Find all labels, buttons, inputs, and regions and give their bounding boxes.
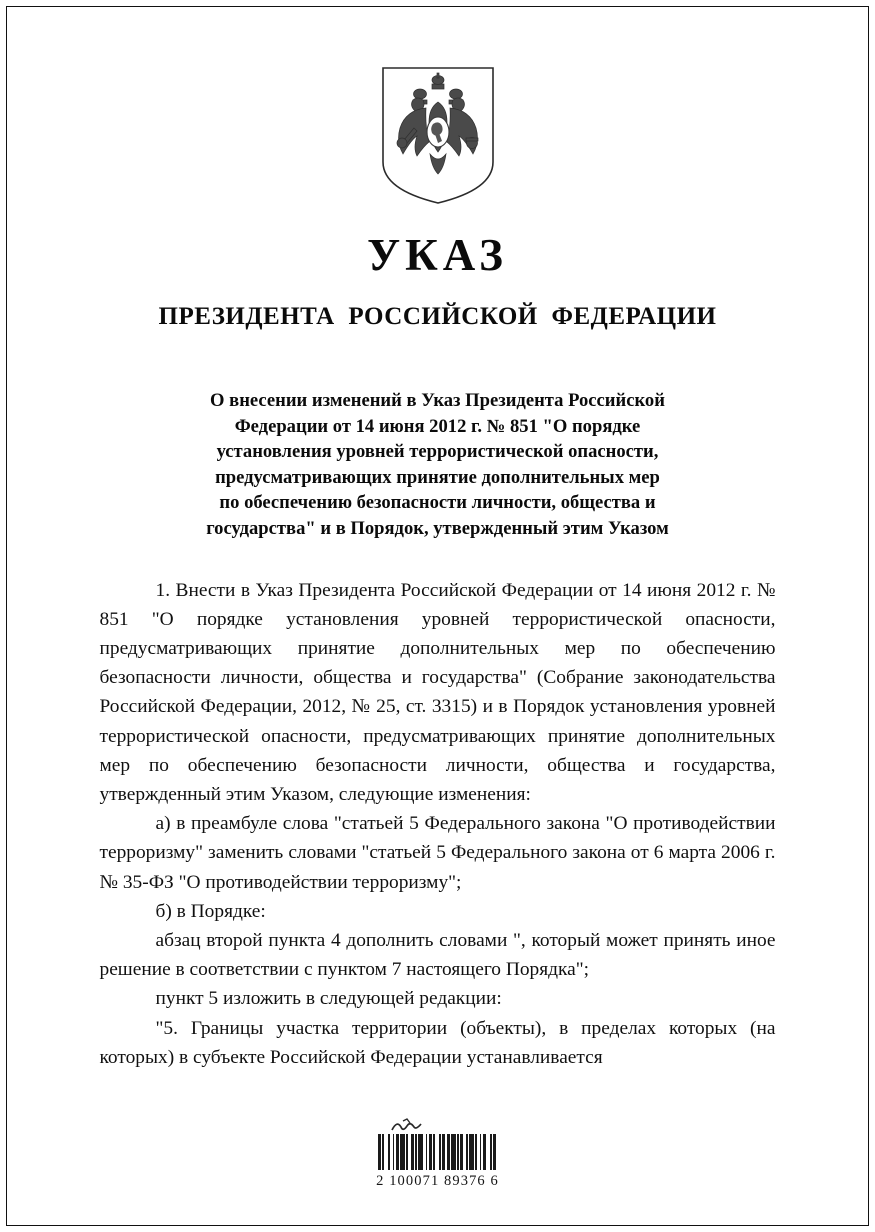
barcode-bar [496,1134,498,1170]
body-paragraph: 1. Внести в Указ Президента Российской Федерации от 14 июня 2012 г. № 851 "О порядке установления уровней террористической опасности, предусматривающих принятие дополнительных мер по обеспечению безопасности личности, общества и государства" (Собрание законодательства Российской Федерации, 2012, № 25, ст. 3315) и в Порядок установления уровней террористической опасности, предусматривающих принятие дополнительных мер по обеспечению безопасности личности, общества и государства, утвержденный этим Указом, следующие изменения: [99,579,776,805]
russian-coat-of-arms-icon [380,66,496,205]
subject-line: предусматривающих принятие дополнительных мер [215,466,660,488]
subject-line: Федерации от 14 июня 2012 г. № 851 "О порядке [234,415,641,437]
emblem-container [0,0,875,205]
page-title: УКАЗ [367,230,508,280]
subject-line: О внесении изменений в Указ Президента Российской [210,390,665,411]
body-paragraph: а) в преамбуле слова "статьей 5 Федерального закона "О противодействии терроризму" заменить словами "статьей 5 Федерального закона от 6 марта 2006 г. № 35-ФЗ "О противодействии терроризму"; [99,813,776,893]
decree-subject [133,388,743,542]
document-subtitle: ПРЕЗИДЕНТА РОССИЙСКОЙ ФЕДЕРАЦИИ [158,303,717,330]
body-paragraph: абзац второй пункта 4 дополнить словами ", который может принять иное решение в соответствии с пунктом 7 настоящего Порядка"; [99,930,776,981]
decree-body [100,576,776,1072]
barcode-icon [378,1134,498,1170]
subject-line: установления уровней террористической опасности, [216,441,659,463]
barcode-number: 2 100071 89376 6 [376,1173,499,1189]
barcode-footer [0,1118,875,1190]
body-paragraph: пункт 5 изложить в следующей редакции: [155,988,502,1010]
body-paragraph: "5. Границы участка территории (объекты), в пределах которых (на которых) в субъекте Российской Федерации устанавливается [99,1017,776,1068]
subject-line: по обеспечению безопасности личности, общества и [219,492,656,514]
body-paragraph: б) в Порядке: [155,900,266,922]
handwritten-mark-icon [390,1118,424,1133]
subject-line: государства" и в Порядок, утвержденный этим Указом [206,517,669,539]
